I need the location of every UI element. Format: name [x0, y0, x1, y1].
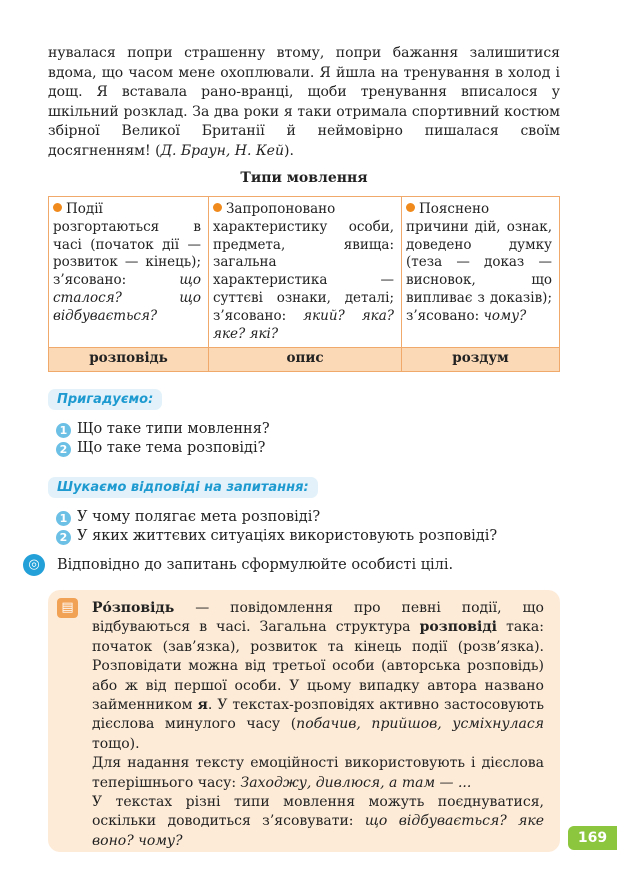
question-text: У яких життєвих ситуаціях використовують розповіді? [77, 528, 498, 544]
question-text: Що таке тема розповіді? [77, 440, 266, 456]
text-run: Для надання тексту емоційності використовують і дієслова теперішнього часу: [92, 755, 544, 791]
number-1-icon: 1 [56, 511, 71, 526]
intro-text: нувалася попри страшенну втому, попри бажання залишитися вдома, що часом мене охоплювали. Я йшла на тренування в холод і дощ. Я вставала рано-вранці, щоби тренування вписалося у шкільний розклад. За два роки я таки отримала спортивний костюм збірної Великої Британії й неймовірно пишалася своїм досягненням! ( [48, 45, 560, 159]
label-narration: розповідь [49, 348, 209, 372]
speech-types-table [48, 196, 560, 372]
table-cell-reasoning [402, 197, 560, 348]
bold-run: розповіді [419, 619, 497, 636]
bold-run: я [197, 697, 208, 714]
italic-run: побачив, прийшов, усміхнулася [296, 716, 544, 733]
list-item [56, 508, 497, 527]
theory-text [92, 599, 544, 851]
table-row-labels [49, 348, 560, 372]
text-run: така: початок (зав’язка), розвиток та кінець події (розв’язка). Розповідати можна від третьої особи (авторська розповідь) або ж від першої особи. У цьому випадку автора названо займенником [92, 619, 544, 714]
cell-text: Події розгортаються в часі (початок дії — розвиток — кінець); з’ясовано: [53, 201, 201, 289]
text-run: — повідомлення про певні події, що відбуваються в часі. Загальна структура [92, 600, 544, 636]
cell-italic-text: що сталося? що відбувається? [53, 272, 201, 324]
recall-heading: Пригадуємо: [48, 389, 162, 410]
table-cell-narration [49, 197, 209, 348]
intro-end: ). [283, 142, 294, 159]
number-1-icon: 1 [56, 423, 71, 438]
recall-list [56, 420, 270, 458]
list-item [56, 420, 270, 439]
search-list [56, 508, 497, 546]
italic-run: що відбувається? яке воно? чому? [92, 813, 545, 849]
question-text: У чому полягає мета розповіді? [77, 509, 321, 525]
list-item [56, 439, 270, 458]
number-2-icon: 2 [56, 442, 71, 457]
intro-paragraph [48, 44, 560, 162]
goal-target-icon: ◎ [23, 554, 45, 576]
cell-text: Пояснено причини дій, ознак, доведено думку (теза — доказ — висновок, що випливає з доказів); з’ясовано: [406, 201, 552, 324]
table-cell-description [209, 197, 402, 348]
question-text: Що таке типи мовлення? [77, 421, 270, 437]
table-title: Типи мовлення [240, 170, 368, 186]
cell-italic-text: чому? [483, 307, 527, 324]
text-run: тощо). [92, 735, 140, 752]
goal-text: Відповідно до запитань сформулюйте особисті цілі. [57, 557, 454, 573]
label-description: опис [209, 348, 402, 372]
italic-run: Заходжу, дивлюся, а там — ... [240, 774, 472, 791]
page-number: 169 [568, 826, 617, 850]
bullet-dot-icon [213, 203, 222, 212]
cell-italic-text: який? яка? яке? які? [213, 307, 394, 342]
list-item [56, 527, 497, 546]
label-reasoning: роздум [402, 348, 560, 372]
table-row [49, 197, 560, 348]
term: Ро́зповідь [92, 600, 175, 616]
text-run: . У текстах-розповідях активно застосовують дієслова минулого часу ( [92, 697, 544, 733]
cell-text: Запропоновано характеристику особи, предмета, явища: загальна характеристика — суттєві ознаки, деталі; з’ясовано: [213, 201, 394, 324]
intro-citation: Д. Браун, Н. Кей [160, 142, 284, 159]
text-run: У текстах різні типи мовлення можуть поєднуватися, оскільки доводиться з’ясовувати: [92, 794, 544, 830]
theory-box [48, 590, 560, 852]
notebook-icon: ▤ [57, 598, 78, 618]
bullet-dot-icon [406, 203, 415, 212]
number-2-icon: 2 [56, 530, 71, 545]
bullet-dot-icon [53, 203, 62, 212]
search-heading: Шукаємо відповіді на запитання: [48, 477, 318, 498]
